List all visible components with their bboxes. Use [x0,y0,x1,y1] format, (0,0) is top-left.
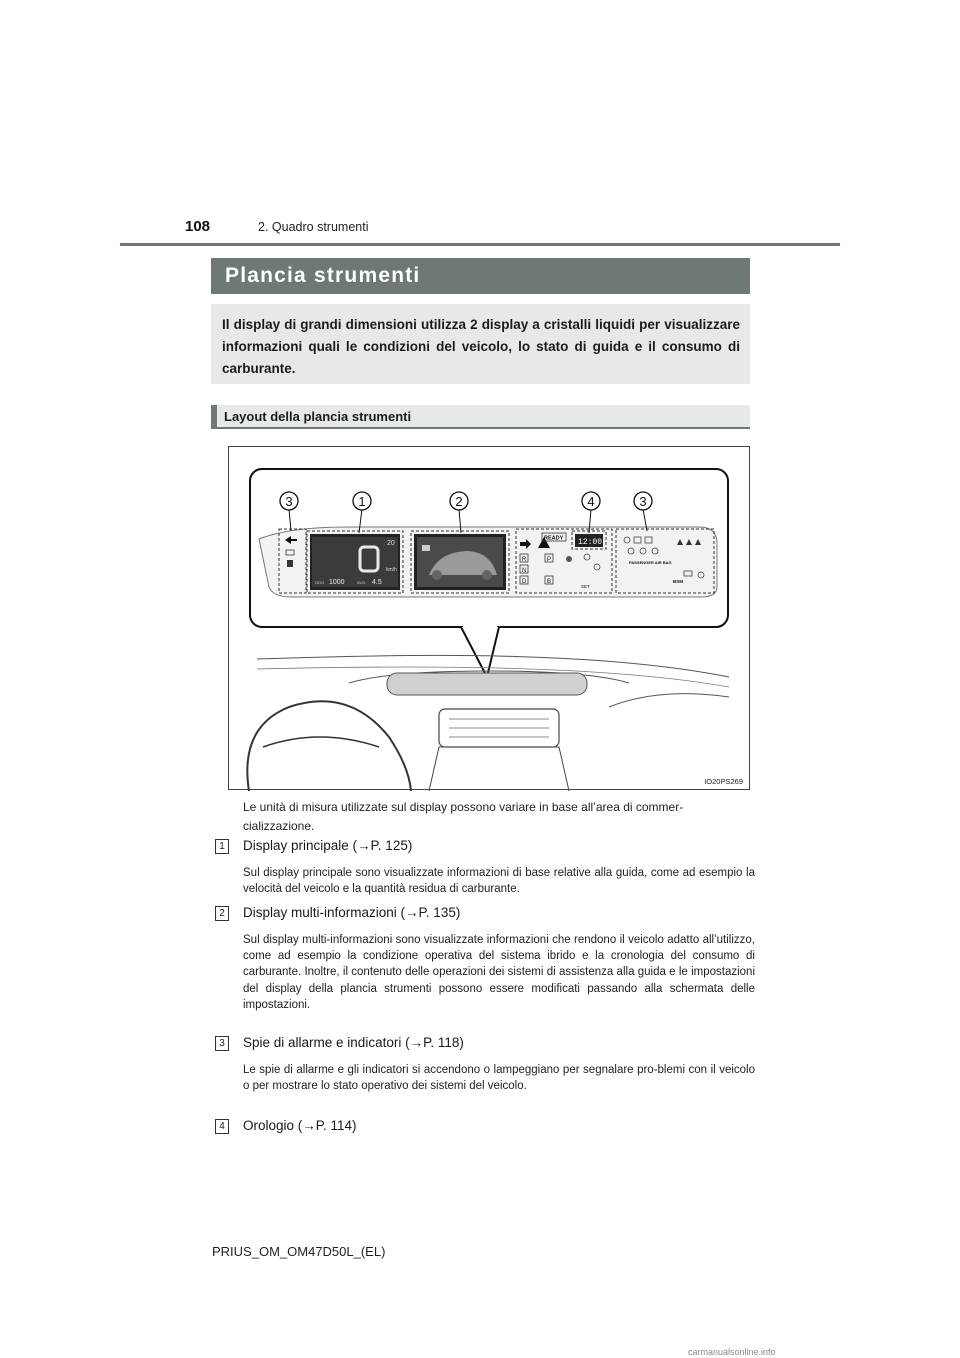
gear-n: N [522,568,527,574]
subsection-bar [211,405,750,428]
watermark: carmanualsonline.info [688,1347,776,1357]
item-body: Le spie di allarme e gli indicatori si accendono o lampeggiano per segnalare pro-blemi con il veicolo o per mostrare lo stato operativo dei sistemi del veicolo. [243,1064,755,1093]
figure-code: IO20PS269 [704,777,743,786]
item-heading: Display principale (→P. 125) [243,838,413,853]
item-number: 1 [215,839,229,854]
section-title-bar [211,258,750,294]
speed-unit: km/h [386,567,397,573]
set-label: SET [581,584,590,589]
page-number: 108 [185,218,211,235]
item-heading: Orologio (→P. 114) [243,1118,357,1133]
gear-b: B [547,579,552,585]
temp-readout: 20 [387,540,395,547]
item-number: 2 [215,906,229,921]
steering-wheel [247,701,411,791]
intro-text: Il display di grandi dimensioni utilizza 2 display a cristalli liquidi per visualizzare informazioni quali le condizioni del veicolo, lo stato di guida e il consumo di carburante. [222,317,740,376]
fuel-icon [287,560,293,567]
ready-label: READY [544,535,564,542]
item-heading: Spie di allarme e indicatori (→P. 118) [243,1035,464,1050]
callout-1-label: 1 [358,494,366,509]
callout-pointer [461,627,499,677]
gear-d: D [522,579,527,585]
passenger-airbag-label: PASSENGER AIR BAG [629,560,672,565]
instrument-panel-illustration [229,447,751,791]
avg-value: 4.5 [372,579,382,586]
avg-label: AVG. [357,580,367,585]
document-id: PRIUS_OM_OM47D50L_(EL) [212,1244,386,1259]
item-heading: Display multi-informazioni (→P. 135) [243,905,461,920]
subsection-divider [211,427,750,429]
clock-readout: 12:00 [578,538,603,547]
section-title: Plancia strumenti [225,264,421,287]
intro-box [211,304,750,384]
header-divider [120,243,840,246]
subsection-title: Layout della plancia strumenti [224,409,412,424]
energy-monitor-icon [422,545,430,551]
odo-label: ODO [315,580,325,585]
callout-3-left-label: 3 [285,494,293,509]
callout-4-label: 4 [587,494,595,509]
bsm-label: BSM [673,579,683,584]
callout-3-right-label: 3 [639,494,647,509]
instrument-panel-location [387,673,587,695]
gear-p: P [547,557,552,563]
chapter-title: 2. Quadro strumenti [258,220,369,234]
callout-2-label: 2 [455,494,463,509]
odo-value: 1000 [329,579,345,586]
item-number: 4 [215,1119,229,1134]
item-body: Sul display principale sono visualizzate informazioni di base relative alla guida, come ad esempio la velocità del veicolo e la quantità residua di carburante. [243,867,755,896]
item-number: 3 [215,1036,229,1051]
gear-r: R [522,557,527,563]
seatbelt-icon [566,556,572,562]
item-body: Sul display multi-informazioni sono visualizzate informazioni che rendono il veicolo adatto all’utilizzo, come ad esempio la condizione operativa del sistema ibrido e la cronologia del consumo di carburante. Inoltre, il contenuto delle operazioni dei sistemi di assistenza alla guida e le impostazioni del display della plancia strumenti possono essere modificati passando alla schermata delle impostazioni. [243,934,755,1011]
units-note: Le unità di misura utilizzate sul display possono variare in base all’area di commer-cializzazione. [243,800,684,833]
instrument-panel-figure [228,446,750,790]
